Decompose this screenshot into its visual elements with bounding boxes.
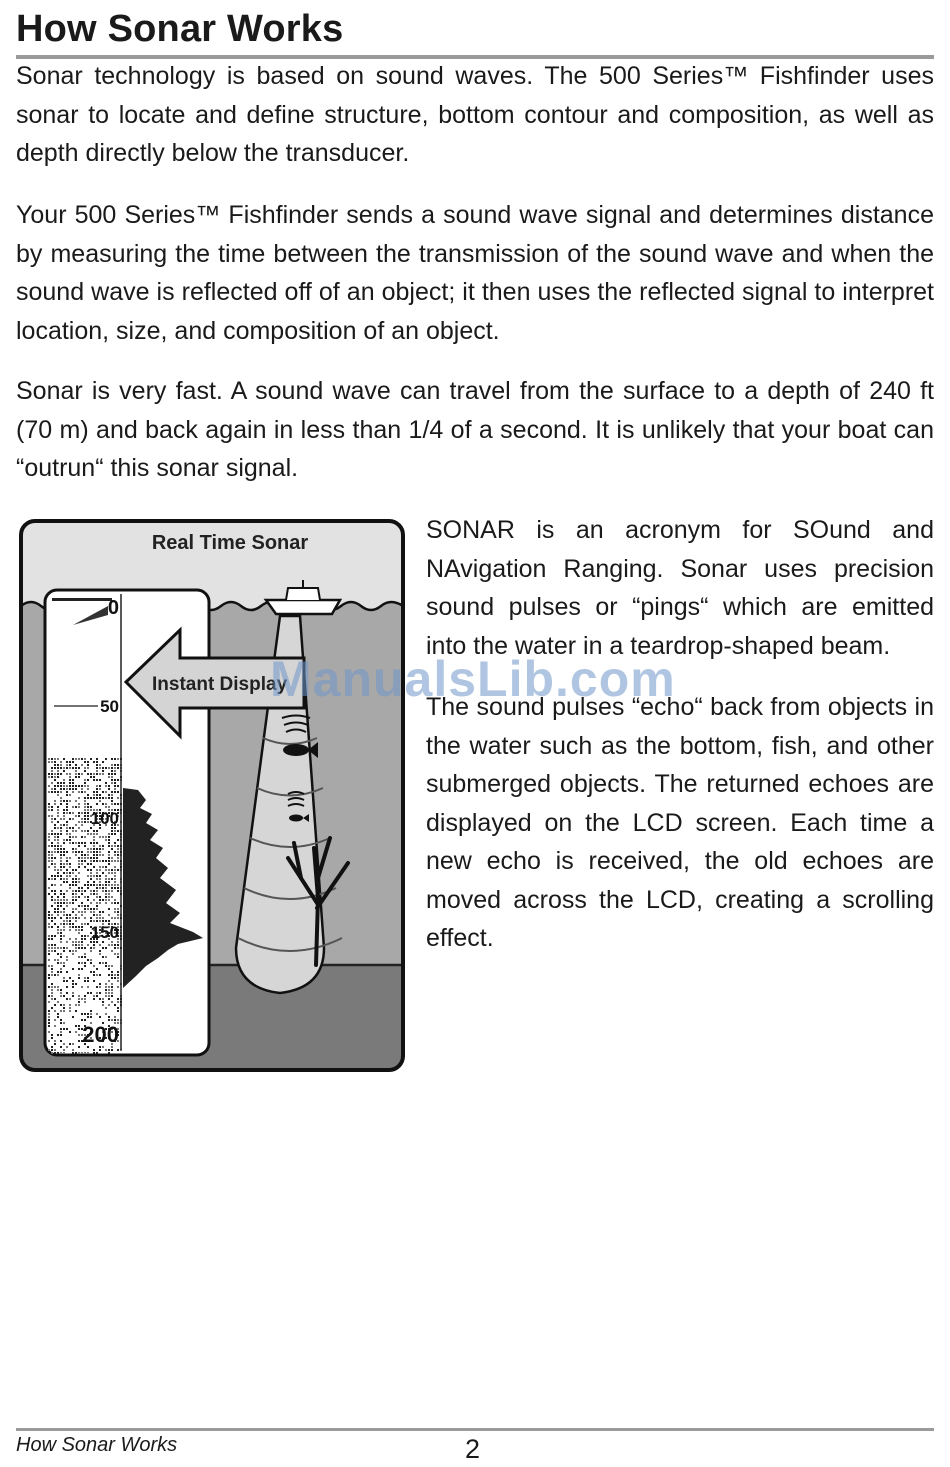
depth-label-50: 50 (100, 697, 119, 716)
depth-label-0: 0 (107, 597, 119, 619)
page-number: 2 (465, 1434, 481, 1464)
paragraph-sonar-acronym: SONAR is an acronym for SOund and NAvigation Ranging. Sonar uses precision sound pulses or “pings“ which are emitted into the water in a teardrop-shaped beam. (426, 516, 934, 660)
footer-section-title: How Sonar Works (16, 1434, 178, 1456)
paragraph-sonar-technology: Sonar technology is based on sound waves. The 500 Series™ Fishfinder uses sonar to locate and define structure, bottom contour and composition, as well as depth directly below the transducer. (16, 62, 934, 167)
depth-label-150: 150 (90, 923, 119, 942)
paragraph-sonar-speed: Sonar is very fast. A sound wave can travel from the surface to a depth of 240 ft (70 m) and back again in less than 1/4 of a second. It is unlikely that your boat can “outrun“ this sonar signal. (16, 377, 934, 482)
instant-display-label: Instant Display (152, 674, 288, 695)
paragraph-sound-wave-signal: Your 500 Series™ Fishfinder sends a sound wave signal and determines distance by measuring the time between the transmission of the sound wave and when the sound wave is reflected off of an object; it then uses the reflected signal to interpret location, size, and composition of an object. (16, 201, 934, 345)
paragraph-echoes: The sound pulses “echo“ back from objects in the water such as the bottom, fish, and other submerged objects. The returned echoes are displayed on the LCD screen. Each time a new echo is received, the old echoes are moved across the LCD, creating a scrolling effect. (426, 693, 934, 952)
footer-rule (16, 1428, 934, 1431)
depth-label-200: 200 (82, 1022, 119, 1047)
manualslib-watermark: ManualsLib.com (270, 651, 676, 707)
page-title: How Sonar Works (16, 8, 344, 50)
real-time-sonar-illustration (18, 518, 406, 1073)
depth-label-100: 100 (90, 809, 119, 828)
figure-title: Real Time Sonar (151, 532, 309, 554)
